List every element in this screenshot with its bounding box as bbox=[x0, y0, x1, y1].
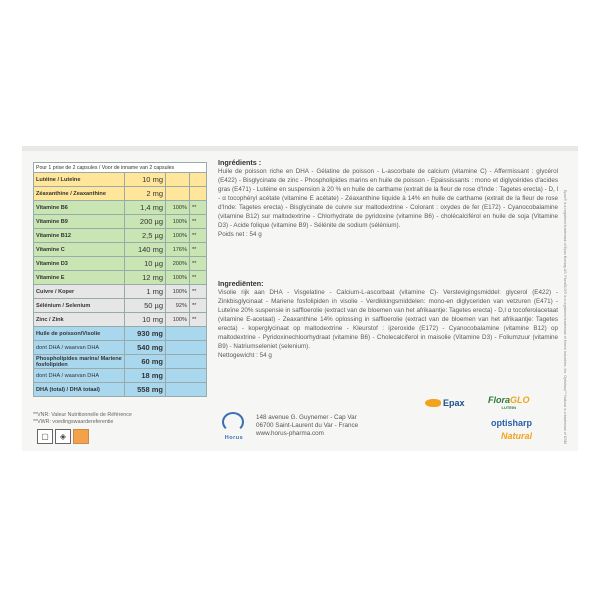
nutrient-vnr-mark: ** bbox=[190, 215, 207, 229]
oil-name: dont DHA / waarvan DHA bbox=[34, 369, 125, 383]
address-line-1: 148 avenue G. Guynemer - Cap Var bbox=[256, 414, 357, 421]
nutrient-vnr: 176% bbox=[166, 243, 190, 257]
address-line-2: 06700 Saint-Laurent du Var - France bbox=[256, 422, 359, 429]
nutrient-vnr-mark: ** bbox=[190, 313, 207, 327]
box-recycle-icon: ▢ bbox=[37, 429, 53, 444]
nutrient-vnr: 100% bbox=[166, 285, 190, 299]
package-edge bbox=[22, 146, 578, 151]
nutrient-vnr-mark: ** bbox=[190, 285, 207, 299]
epax-logo-text: Epax bbox=[443, 398, 465, 408]
nutrient-vnr-mark: ** bbox=[190, 299, 207, 313]
nutrient-vnr: 100% bbox=[166, 229, 190, 243]
oil-amount: 930 mg bbox=[125, 327, 166, 341]
address-website: www.horus-pharma.com bbox=[256, 430, 324, 437]
oil-name: Phospholipides marins/ Mariene fosfolipiden bbox=[34, 355, 125, 369]
nutrient-vnr-mark: ** bbox=[190, 271, 207, 285]
footnote-vwr: **VWR: voedingswaardereferentie bbox=[33, 419, 114, 425]
oil-name: dont DHA / waarvan DHA bbox=[34, 341, 125, 355]
nutrient-amount: 10 µg bbox=[125, 257, 166, 271]
horus-logo bbox=[222, 412, 246, 446]
horus-eye-icon bbox=[222, 412, 244, 432]
recycling-pictograms bbox=[37, 429, 89, 444]
footnote-vnr: **VNR: Valeur Nutritionnelle de Référence bbox=[33, 412, 132, 418]
nutrient-row bbox=[34, 187, 207, 201]
nutrient-row bbox=[34, 285, 207, 299]
footnotes bbox=[33, 412, 132, 426]
nutrient-name: Sélénium / Selenium bbox=[34, 299, 125, 313]
nutrient-vnr: 200% bbox=[166, 257, 190, 271]
nutrient-row bbox=[34, 243, 207, 257]
legal-vertical-text bbox=[563, 190, 576, 444]
nutrient-name: Vitamine D3 bbox=[34, 257, 125, 271]
nutrition-table bbox=[33, 162, 207, 397]
oil-amount: 18 mg bbox=[125, 369, 166, 383]
nutrient-name: Zinc / Zink bbox=[34, 313, 125, 327]
nutrient-vnr: 92% bbox=[166, 299, 190, 313]
oil-name: Huile de poisson/Visolie bbox=[34, 327, 125, 341]
nutrient-row bbox=[34, 215, 207, 229]
oil-empty-cell bbox=[166, 327, 207, 341]
nutrient-row bbox=[34, 313, 207, 327]
nutrient-amount: 1 mg bbox=[125, 285, 166, 299]
nutrient-vnr: 100% bbox=[166, 201, 190, 215]
oil-name: DHA (total) / DHA totaal) bbox=[34, 383, 125, 397]
oil-amount: 540 mg bbox=[125, 341, 166, 355]
ingredients-fr-title: Ingrédients : bbox=[218, 158, 262, 167]
nutrient-row bbox=[34, 271, 207, 285]
oil-empty-cell bbox=[166, 355, 207, 369]
oil-amount: 558 mg bbox=[125, 383, 166, 397]
nutrient-vnr-mark bbox=[190, 187, 207, 201]
optisharp-natural-text: Natural bbox=[501, 431, 533, 441]
nutrient-amount: 12 mg bbox=[125, 271, 166, 285]
oil-row bbox=[34, 369, 207, 383]
nutrient-row bbox=[34, 257, 207, 271]
nutrient-amount: 50 µg bbox=[125, 299, 166, 313]
nutrient-name: Vitamine B6 bbox=[34, 201, 125, 215]
nutrient-name: Cuivre / Koper bbox=[34, 285, 125, 299]
nutrient-vnr-mark bbox=[190, 173, 207, 187]
nutrient-amount: 200 µg bbox=[125, 215, 166, 229]
floraglo-lutein-text: LUTEIN bbox=[501, 405, 516, 410]
nutrient-vnr-mark: ** bbox=[190, 243, 207, 257]
oil-empty-cell bbox=[166, 369, 207, 383]
nutrient-amount: 2 mg bbox=[125, 187, 166, 201]
nutrient-vnr: 100% bbox=[166, 215, 190, 229]
oil-amount: 60 mg bbox=[125, 355, 166, 369]
oil-row bbox=[34, 327, 207, 341]
nutrient-name: Vitamine C bbox=[34, 243, 125, 257]
nutrient-amount: 2,5 µg bbox=[125, 229, 166, 243]
ingredients-fr bbox=[218, 158, 558, 239]
nutrient-name: Vitamine B12 bbox=[34, 229, 125, 243]
legal-text: Epax® is a registered trademark of Epax Norway AS. FloraGLO® is a registered trademark of Kemin Industries, Inc. Optisharp™ Natural is a trademark of DSM bbox=[563, 190, 567, 444]
ingredients-fr-weight: Poids net : 54 g bbox=[218, 231, 262, 239]
oil-row bbox=[34, 383, 207, 397]
oil-empty-cell bbox=[166, 341, 207, 355]
oil-empty-cell bbox=[166, 383, 207, 397]
nutrient-row bbox=[34, 201, 207, 215]
ingredients-fr-body: Huile de poisson riche en DHA - Gélatine de poisson - L-ascorbate de calcium (vitamine C) - Affermissant : glycérol (E422) - Bisglycinate de zinc - Phospholipides marins en huile de poisson - Epaississants : mono et diglycérides d'acides gras (E471) - Lutéine en suspension à 20 % en huile de carthame (extrait de la fleur de rose d'Inde : Tagetes erecta) - D, l - α tocophéryl acétate (vitamine E acétate) - Zéaxanthine liquide à 14% en huile de carthame (extrait de la fleur de rose d'Inde: Tagetes erecta) - Bisglycinate de cuivre sur maltodextrine - Colorant : oxydes de fer (E172) - Cyanocobalamine (vitamine B12) sur maltodextrine - Chlorhydrate de pyridoxine (vitamine B6) - cholécalciférol en huile de soja (Vitamine D3) - Acide folique (vitamine B9) - Sélénite de sodium (sélénium). bbox=[218, 168, 558, 230]
nutrient-name: Lutéine / Luteïne bbox=[34, 173, 125, 187]
nutrient-vnr: 100% bbox=[166, 271, 190, 285]
ingredients-nl-body: Visolie rijk aan DHA - Visgelatine - Calcium-L-ascorbaat (vitamine C)- Verstevigingsmiddel: glycerol (E422) - Zinkbisglycinaat - Mariene fosfolipiden in visolie - Verdikkingsmiddelen: mono-en diglyceriden van vetzuren (E471) - Luteïne 20% suspensie in saffloerolie (extract van de bloemen van het afrikaantje: Tagetes erecta) - D,l α tocoferolacetaat (vitamine E-acetaat) - Zeaxanthine 14% oplossing in saffloerolie (extract van de bloemen van het afrikaantje: Tagetes erecta) - koperglycinaat op maltodextrine - Kleurstof : ijzeroxide (E172) - Cyanocobalamine (vitamine B12) op maltodextrine - Pyridoxinechloorhydraat (vitamine B6) - Cholecalciferol in maisolie (Vitamine D3) - Foliumzuur (vitamine B9) - Natriumseleniet (selenium). bbox=[218, 289, 558, 351]
nutrient-vnr bbox=[166, 173, 190, 187]
manufacturer-address bbox=[256, 414, 358, 438]
ingredients-nl-weight: Nettogewicht : 54 g bbox=[218, 352, 272, 360]
nutrient-amount: 10 mg bbox=[125, 313, 166, 327]
optisharp-text: optisharp bbox=[491, 418, 533, 428]
nutrient-row bbox=[34, 229, 207, 243]
nutrient-amount: 140 mg bbox=[125, 243, 166, 257]
nutrient-row bbox=[34, 173, 207, 187]
nutrient-vnr-mark: ** bbox=[190, 229, 207, 243]
blister-recycle-icon: ◈ bbox=[55, 429, 71, 444]
ingredients-nl bbox=[218, 279, 558, 360]
floraglo-logo bbox=[488, 395, 530, 410]
oil-row bbox=[34, 355, 207, 369]
epax-logo bbox=[425, 398, 465, 408]
nutrient-name: Zéaxanthine / Zeaxanthine bbox=[34, 187, 125, 201]
oil-row bbox=[34, 341, 207, 355]
nutrient-amount: 10 mg bbox=[125, 173, 166, 187]
floraglo-glo-text: GLO bbox=[510, 395, 530, 405]
nutrient-name: Vitamine B9 bbox=[34, 215, 125, 229]
nutrient-vnr: 100% bbox=[166, 313, 190, 327]
ingredients-nl-title: Ingrediënten: bbox=[218, 279, 264, 288]
horus-logo-text: Horus bbox=[224, 435, 244, 441]
nutrient-vnr-mark: ** bbox=[190, 201, 207, 215]
fish-icon bbox=[425, 399, 441, 407]
bin-recycle-icon bbox=[73, 429, 89, 444]
optisharp-logo bbox=[491, 418, 532, 441]
nutrition-table-header: Pour 1 prise de 2 capsules / Voor de inname van 2 capsules bbox=[34, 163, 207, 173]
floraglo-text: Flora bbox=[488, 395, 511, 405]
nutrient-vnr bbox=[166, 187, 190, 201]
nutrient-row bbox=[34, 299, 207, 313]
nutrient-vnr-mark: ** bbox=[190, 257, 207, 271]
nutrient-amount: 1,4 mg bbox=[125, 201, 166, 215]
nutrient-name: Vitamine E bbox=[34, 271, 125, 285]
